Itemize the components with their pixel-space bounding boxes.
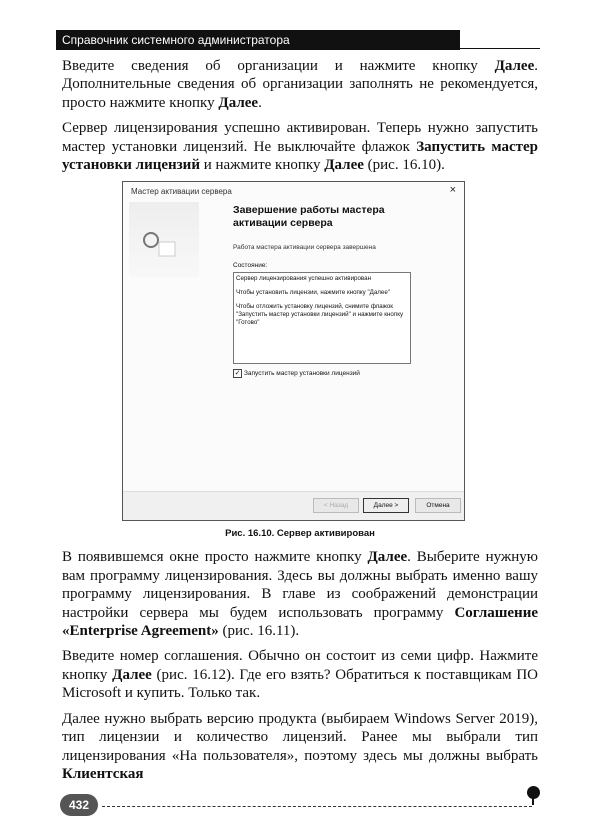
figure-caption: Рис. 16.10. Сервер активирован — [225, 528, 375, 540]
page-number: 432 — [60, 794, 98, 816]
server-activation-dialog — [122, 181, 465, 521]
dialog-subtitle: Работа мастера активации сервера завершена — [233, 244, 376, 252]
status-line: Сервер лицензирования успешно активирован — [236, 275, 372, 283]
server-icon — [129, 202, 199, 277]
checkbox-check-icon[interactable]: ✓ — [234, 370, 241, 378]
paragraph-3: В появившемся окне просто нажмите кнопку Далее. Выберите нужную вам программу лицензирования. Здесь вы должны выбрать именно вашу программу лицензирования. В главе из соображений демонстрации настройки сервера мы будем использовать программу Соглашение «Enterprise Agreement» (рис. 16.11). — [62, 549, 539, 640]
dialog-footer — [123, 491, 464, 520]
footer-dot-stem — [532, 797, 534, 805]
status-line: Чтобы установить лицензии, нажмите кнопку "Далее" — [236, 289, 390, 297]
back-button[interactable]: < Назад — [313, 498, 359, 513]
running-header: Справочник системного администратора — [56, 30, 460, 50]
footer-dashed-rule — [102, 806, 532, 807]
dialog-title: Мастер активации сервера — [131, 187, 232, 197]
launch-wizard-checkbox[interactable] — [233, 369, 360, 378]
status-label: Состояние: — [233, 262, 268, 270]
page-footer — [0, 790, 600, 820]
paragraph-1: Введите сведения об организации и нажмите кнопку Далее. Дополнительные сведения об организации заполнять не рекомендуется, просто нажмите кнопку Далее. — [62, 58, 538, 111]
next-button[interactable]: Далее > — [363, 498, 409, 513]
dialog-heading: Завершение работы мастера активации сервера — [233, 204, 385, 230]
wizard-illustration — [129, 202, 199, 277]
paragraph-4: Введите номер соглашения. Обычно он состоит из семи цифр. Нажмите кнопку Далее (рис. 16.12). Где его взять? Обратиться к поставщикам ПО Microsoft и купить. Только так. — [62, 648, 538, 702]
status-textbox[interactable] — [233, 272, 411, 364]
status-line: Чтобы отложить установку лицензий, снимите флажок "Запустить мастер установки лицензий" и нажмите кнопку "Готово" — [236, 303, 404, 327]
checkbox-label: Запустить мастер установки лицензий — [244, 370, 360, 378]
paragraph-2: Сервер лицензирования успешно активирован. Теперь нужно запустить мастер установки лицензий. Не выключайте флажок Запустить мастер установки лицензий и нажмите кнопку Далее (рис. 16.10). — [62, 120, 538, 174]
cancel-button[interactable]: Отмена — [415, 498, 461, 513]
close-icon[interactable]: × — [449, 184, 456, 197]
paragraph-5: Далее нужно выбрать версию продукта (выбираем Windows Server 2019), тип лицензии и количество лицензий. Ранее мы выбрали тип лицензирования «На пользователя», поэтому здесь мы должны выбрать Клиентская — [62, 710, 538, 782]
